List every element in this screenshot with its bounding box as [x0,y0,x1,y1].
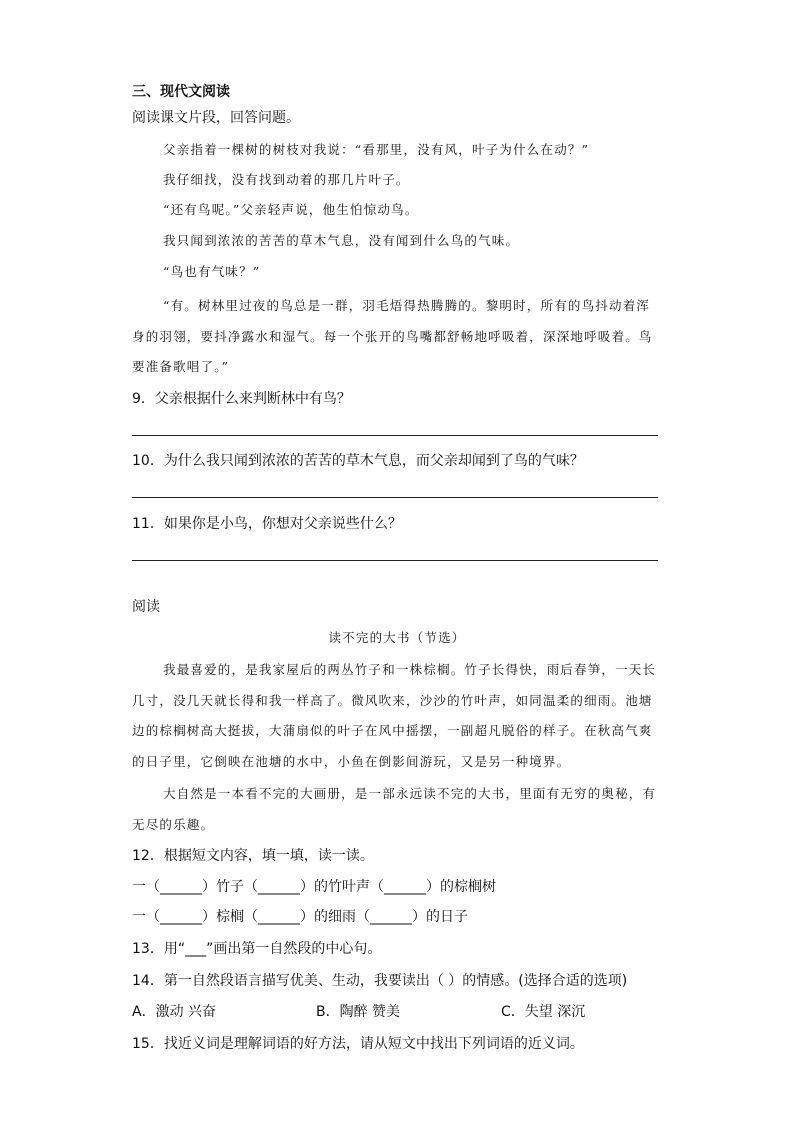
option-b[interactable]: B．陶醉 赞美 [316,1004,401,1020]
fill-blank-line-2[interactable]: 一（______）棕榈（______）的细雨（______）的日子 [132,909,468,925]
passage-title: 读不完的大书（节选） [328,630,466,645]
passage-line: 我最喜爱的，是我家屋后的两丛竹子和一株棕榈。竹子长得快，雨后春笋，一天长 [163,662,657,677]
passage-line: 边的棕榈树高大挺拔，大蒲扇似的叶子在风中摇摆，一副超凡脱俗的样子。在秋高气爽 [132,723,653,738]
question-10: 10．为什么我只闻到浓浓的苦苦的草木气息，而父亲却闻到了鸟的气味？ [132,453,584,469]
passage-line: 我仔细找，没有找到动着的那几片叶子。 [163,172,410,187]
question-11: 11．如果你是小鸟，你想对父亲说些什么？ [132,516,402,532]
answer-line-9[interactable] [132,435,658,436]
question-9: 9．父亲根据什么来判断林中有鸟？ [132,391,351,407]
passage-line: “有。树林里过夜的鸟总是一群，羽毛焐得热腾腾的。黎明时，所有的鸟抖动着浑 [163,298,651,313]
passage-line: 父亲指着一棵树的树枝对我说：“看那里，没有风，叶子为什么在动？” [163,142,590,157]
section-title: 三、现代文阅读 [132,84,230,100]
passage-line: 无尽的乐趣。 [132,817,215,832]
question-13: 13．用“___”画出第一自然段的中心句。 [132,941,382,957]
answer-line-10[interactable] [132,497,658,498]
question-12: 12．根据短文内容，填一填，读一读。 [132,848,374,864]
passage-line: 要准备歌唱了。” [132,359,230,374]
option-c[interactable]: C．失望 深沉 [501,1004,586,1020]
answer-line-11[interactable] [132,560,658,561]
reading-label: 阅读 [132,599,160,615]
passage-line: 大自然是一本看不完的大画册，是一部永远读不完的大书，里面有无穷的奥秘，有 [163,786,657,801]
fill-blank-line-1[interactable]: 一（______）竹子（______）的竹叶声（______）的棕榈树 [132,879,496,895]
question-14: 14．第一自然段语言描写优美、生动，我要读出（ ）的情感。(选择合适的选项) [132,973,628,989]
passage-line: “鸟也有气味？” [163,264,261,279]
passage-line: 的日子里，它倒映在池塘的水中，小鱼在倒影间游玩，又是另一种境界。 [132,754,571,769]
passage-line: 几寸，没几天就长得和我一样高了。微风吹来，沙沙的竹叶声，如同温柔的细雨。池塘 [132,693,653,708]
question-15: 15．找近义词是理解词语的好方法，请从短文中找出下列词语的近义词。 [132,1036,584,1052]
option-a[interactable]: A．激动 兴奋 [132,1004,217,1020]
passage-line: “还有鸟呢。”父亲轻声说，他生怕惊动鸟。 [163,202,419,217]
passage-line: 身的羽翎，要抖净露水和湿气。每一个张开的鸟嘴都舒畅地呼吸着，深深地呼吸着。鸟 [132,329,653,344]
section-instruction: 阅读课文片段，回答问题。 [132,110,300,126]
passage-line: 我只闻到浓浓的苦苦的草木气息，没有闻到什么鸟的气味。 [163,233,520,248]
